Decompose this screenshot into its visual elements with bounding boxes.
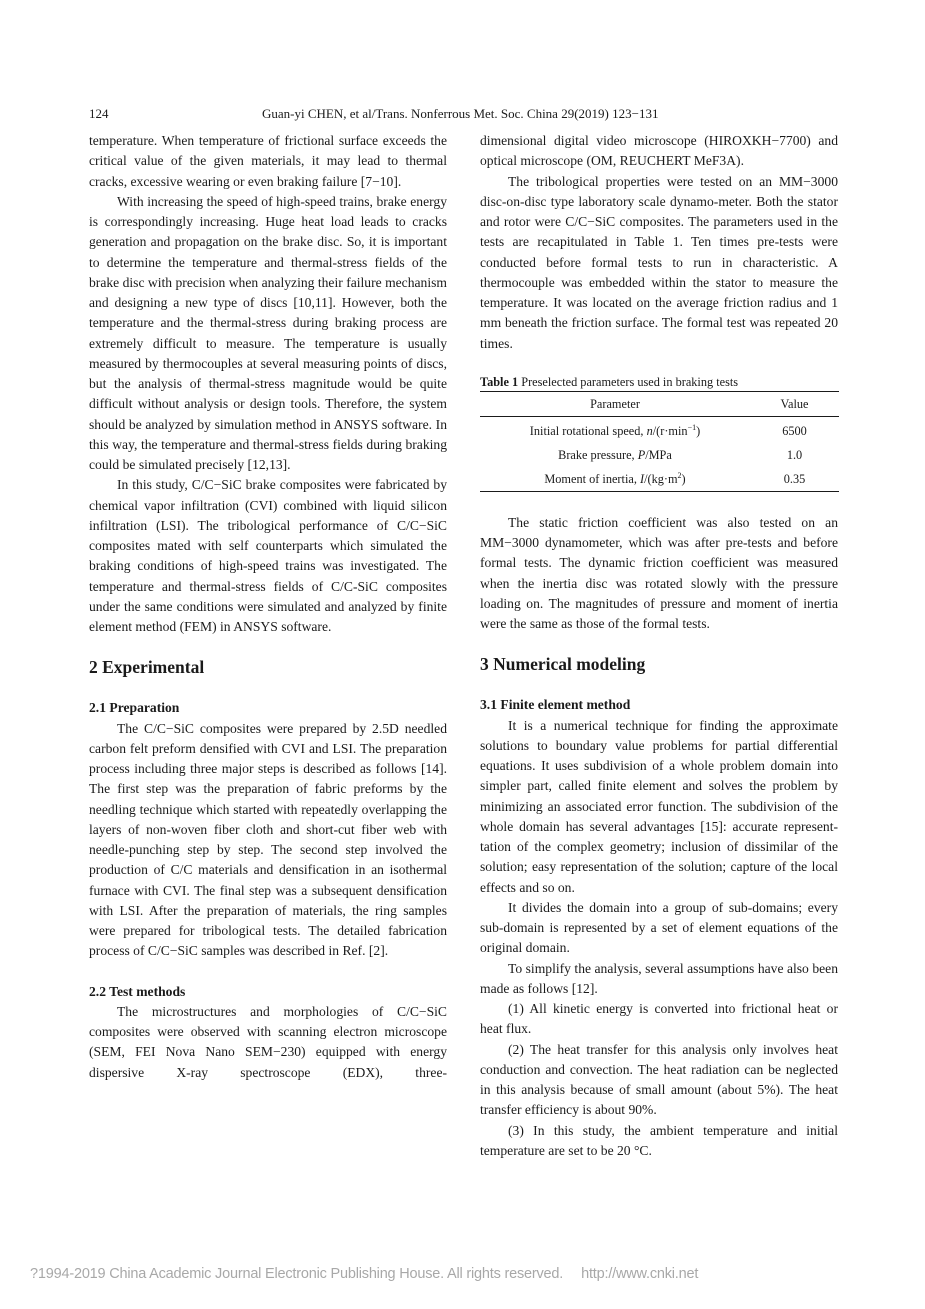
table-row	[480, 467, 839, 492]
paragraph-tribological-tests: The tribological properties were tested on an MM−3000 disc-on-disc type laboratory scale dynamo-meter. Both the stator and rotor were C/C−SiC composites. The parameters used in the tests are recapitulated in Table 1. Ten times pre-tests were conducted before formal tests to run in characteristic. A thermocouple was embedded within the stator to measure the temperature. It was located on the average friction radius and 1 mm beneath the friction surface. The formal test was repeated 20 times.	[480, 173, 838, 351]
parameters-table	[480, 391, 839, 492]
column-header-parameter: Parameter	[480, 391, 750, 416]
paragraph-test-methods: The microstructures and morphologies of C/C−SiC composites were observed with scanning electron microscope (SEM, FEI Nova Nano SEM−230) equipped with energy dispersive X-ray spectroscope (EDX), three-	[89, 1003, 447, 1080]
paragraph-intro-continued: temperature. When temperature of frictional surface exceeds the critical value of the given materials, it may lead to thermal cracks, excessive wearing or even braking failure [7−10].	[89, 133, 447, 189]
running-header	[89, 105, 839, 123]
page-number: 124	[89, 106, 109, 121]
paragraph-fem-definition: It is a numerical technique for finding the approximate solutions to boundary value problems for partial differential equations. It uses subdivision of a whole problem domain into simpler part, called finite element and solves the problem by minimizing an associated error function. The subdivision of the whole domain has several advantages [15]: accurate represent-tation of the complex geometry; inclusion of dissimilar of the solution; easy representation of the solution; capture of the local effects and so on.	[480, 717, 838, 895]
table-1	[480, 374, 839, 492]
assumption-1: (1) All kinetic energy is converted into frictional heat or heat flux.	[480, 1001, 838, 1037]
subsection-heading-finite-element-method: 3.1 Finite element method	[480, 697, 631, 713]
assumption-2: (2) The heat transfer for this analysis only involves heat conduction and convection. The heat radiation can be neglected in this analysis because of small amount (about 5%). The heat transfer efficiency is about 90%.	[480, 1041, 838, 1118]
table-header-row	[480, 391, 839, 416]
subsection-heading-preparation: 2.1 Preparation	[89, 700, 180, 716]
paragraph-this-study: In this study, C/C−SiC brake composites were fabricated by chemical vapor infiltration (CVI) combined with liquid silicon infiltration (LSI). The tribological performance of C/C−SiC composites mated with self counterparts which simulated the braking conditions of high-speed trains was investigated. The temperature and thermal-stress fields of C/C-SiC composites under the same conditions were simulated and analyzed by finite element method (FEM) in ANSYS software.	[89, 477, 447, 634]
publisher-url[interactable]: http://www.cnki.net	[581, 1266, 699, 1282]
cell-parameter: Initial rotational speed, $n/(r\cdot\min^{-1})$	[529, 422, 701, 438]
subsection-heading-test-methods: 2.2 Test methods	[89, 983, 186, 999]
paragraph-train-speed: With increasing the speed of high-speed trains, brake energy is correspondingly increasing. Huge heat load leads to cracks generation and propagation on the brake disc. So, it is important to determine the temperature and thermal-stress fields of the brake disc with precision when analyzing their failure mechanism and designing a new type of discs [10,11]. However, both the temperature and the thermal-stress during braking process are extremely difficult to measure. The temperature is usually measured by thermocouples at several measuring points of discs, but the analysis of thermal-stress magnitude would be quite difficult without analysis or design tools. Therefore, the system should be analyzed by simulation method in ANSYS software. In this way, the temperature and thermal-stress fields during braking could be simulated precisely [12,13].	[89, 193, 447, 472]
section-heading-experimental: 2 Experimental	[89, 657, 205, 678]
table-row	[480, 416, 839, 443]
paragraph-preparation: The C/C−SiC composites were prepared by 2.5D needled carbon felt preform densified with CVI and LSI. The preparation process including three major steps is described as follows [14]. The first step was the preparation of fabric preforms by the needling technique which started with repeatedly overlapping the layers of non-woven fiber cloth and short-cut fiber web with needle-punching step by step. The second step involved the production of C/C materials and densification in an isothermal furnace with CVI. The final step was a subsequent densification with LSI. After the preparation of materials, the ring samples were prepared for tribological tests. The detailed fabrication process of C/C−SiC samples was described in Ref. [2].	[89, 720, 447, 959]
copyright-footer	[30, 1266, 895, 1282]
paragraph-static-friction: The static friction coefficient was also tested on an MM−3000 dynamometer, which was after pre-tests and before formal tests. The dynamic friction coefficient was measured when the inertia disc was rotated slowly with the pressure loading on. The magnitudes of pressure and moment of inertia were the same as those of the formal tests.	[480, 514, 838, 631]
cell-value: 1.0	[786, 447, 803, 462]
table-caption-text: Preselected parameters used in braking tests	[518, 374, 739, 389]
cell-parameter: Moment of inertia, $I/(kg\cdot m^2)$	[480, 467, 750, 492]
assumption-3: (3) In this study, the ambient temperature and initial temperature are set to be 20 °C.	[480, 1122, 838, 1158]
table-row	[480, 443, 839, 467]
journal-citation: Guan-yi CHEN, et al/Trans. Nonferrous Met. Soc. China 29(2019) 123−131	[262, 106, 659, 121]
section-heading-numerical-modeling: 3 Numerical modeling	[480, 654, 646, 675]
left-column	[89, 131, 447, 1083]
cell-value: 6500	[782, 423, 807, 438]
paragraph-assumptions-intro: To simplify the analysis, several assumptions have also been made as follows [12].	[480, 960, 838, 996]
table-caption	[480, 374, 839, 390]
paragraph-sub-domains: It divides the domain into a group of sub-domains; every sub-domain is represented by a set of element equations of the original domain.	[480, 899, 838, 956]
copyright-notice: ?1994-2019 China Academic Journal Electronic Publishing House. All rights reserved.	[30, 1266, 564, 1282]
column-header-value: Value	[750, 391, 839, 416]
cell-parameter: Brake pressure, P/MPa	[558, 447, 672, 462]
table-label: Table 1	[480, 374, 519, 389]
paragraph-test-methods-continued: dimensional digital video microscope (HIROXKH−7700) and optical microscope (OM, REUCHERT MeF3A).	[480, 133, 838, 169]
cell-value: 0.35	[750, 467, 839, 492]
right-column	[480, 131, 838, 1161]
